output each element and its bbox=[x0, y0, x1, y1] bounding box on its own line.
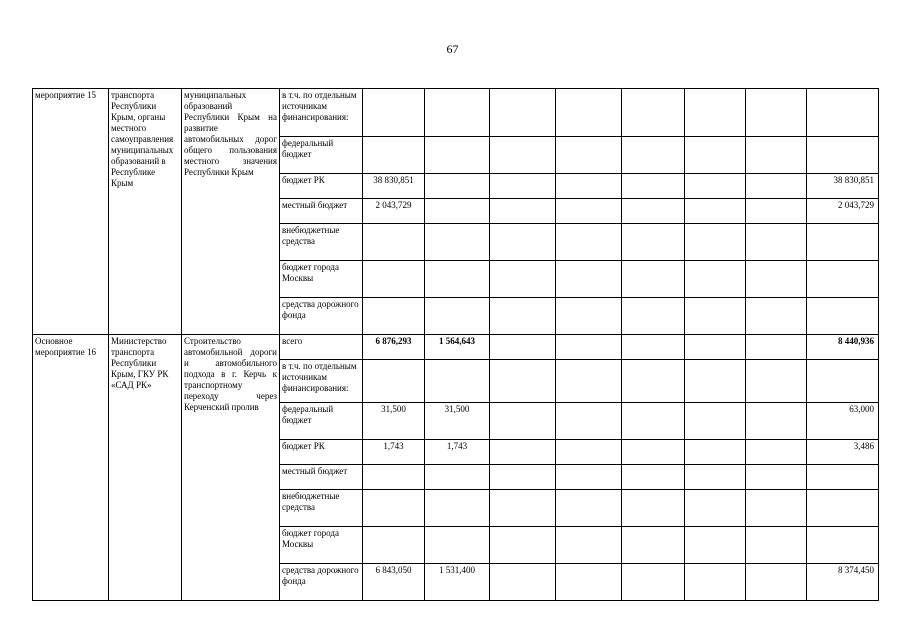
funding-source-cell: федеральный бюджет bbox=[280, 137, 363, 174]
total-cell: 38 830,851 bbox=[807, 174, 879, 199]
empty-cell bbox=[556, 490, 622, 527]
empty-cell bbox=[556, 174, 622, 199]
empty-cell bbox=[556, 360, 622, 403]
empty-cell bbox=[685, 137, 746, 174]
description-cell: муниципальных образований Республики Крым на развитие автомобильных дорог общего пользования местного значения Республики Крым bbox=[182, 89, 280, 335]
value-cell: 2 043,729 bbox=[363, 199, 425, 224]
empty-cell bbox=[556, 224, 622, 261]
value-cell: 38 830,851 bbox=[363, 174, 425, 199]
value-cell bbox=[363, 89, 425, 137]
page-number: 67 bbox=[446, 42, 459, 56]
value-cell: 1 564,643 bbox=[425, 335, 490, 360]
empty-cell bbox=[622, 490, 685, 527]
total-cell bbox=[807, 224, 879, 261]
empty-cell bbox=[685, 335, 746, 360]
funding-source-cell: местный бюджет bbox=[280, 465, 363, 490]
measure-name-cell: Основное мероприятие 16 bbox=[33, 335, 109, 601]
empty-cell bbox=[556, 527, 622, 564]
value-cell bbox=[363, 224, 425, 261]
empty-cell bbox=[685, 465, 746, 490]
empty-cell bbox=[746, 440, 807, 465]
funding-source-cell: внебюджетные средства bbox=[280, 224, 363, 261]
empty-cell bbox=[746, 137, 807, 174]
empty-cell bbox=[685, 298, 746, 335]
empty-cell bbox=[490, 199, 556, 224]
empty-cell bbox=[622, 360, 685, 403]
empty-cell bbox=[685, 174, 746, 199]
funding-source-cell: бюджет города Москвы bbox=[280, 527, 363, 564]
funding-source-cell: средства дорожного фонда bbox=[280, 564, 363, 601]
total-cell bbox=[807, 261, 879, 298]
funding-source-cell: внебюджетные средства bbox=[280, 490, 363, 527]
empty-cell bbox=[622, 89, 685, 137]
empty-cell bbox=[490, 465, 556, 490]
empty-cell bbox=[490, 490, 556, 527]
value-cell bbox=[363, 527, 425, 564]
value-cell bbox=[363, 298, 425, 335]
funding-source-cell: в т.ч. по отдельным источникам финансирования: bbox=[280, 360, 363, 403]
budget-table bbox=[32, 88, 879, 601]
empty-cell bbox=[490, 89, 556, 137]
empty-cell bbox=[622, 261, 685, 298]
empty-cell bbox=[556, 298, 622, 335]
empty-cell bbox=[556, 403, 622, 440]
empty-cell bbox=[490, 403, 556, 440]
funding-source-cell: в т.ч. по отдельным источникам финансирования: bbox=[280, 89, 363, 137]
value-cell bbox=[425, 224, 490, 261]
total-cell bbox=[807, 89, 879, 137]
value-cell bbox=[425, 527, 490, 564]
total-cell bbox=[807, 360, 879, 403]
empty-cell bbox=[556, 440, 622, 465]
funding-source-cell: бюджет РК bbox=[280, 174, 363, 199]
empty-cell bbox=[490, 137, 556, 174]
value-cell bbox=[363, 490, 425, 527]
total-cell: 8 440,936 bbox=[807, 335, 879, 360]
table-row bbox=[33, 335, 879, 360]
value-cell bbox=[363, 465, 425, 490]
empty-cell bbox=[746, 403, 807, 440]
value-cell bbox=[425, 174, 490, 199]
funding-source-cell: федеральный бюджет bbox=[280, 403, 363, 440]
total-cell bbox=[807, 465, 879, 490]
value-cell bbox=[425, 360, 490, 403]
empty-cell bbox=[746, 335, 807, 360]
empty-cell bbox=[490, 360, 556, 403]
empty-cell bbox=[556, 199, 622, 224]
empty-cell bbox=[490, 335, 556, 360]
empty-cell bbox=[490, 224, 556, 261]
empty-cell bbox=[746, 360, 807, 403]
funding-source-cell: всего bbox=[280, 335, 363, 360]
empty-cell bbox=[746, 298, 807, 335]
empty-cell bbox=[622, 199, 685, 224]
empty-cell bbox=[685, 360, 746, 403]
table-row bbox=[33, 89, 879, 137]
empty-cell bbox=[490, 298, 556, 335]
empty-cell bbox=[622, 224, 685, 261]
empty-cell bbox=[685, 490, 746, 527]
empty-cell bbox=[746, 465, 807, 490]
empty-cell bbox=[490, 261, 556, 298]
empty-cell bbox=[746, 89, 807, 137]
total-cell bbox=[807, 490, 879, 527]
empty-cell bbox=[746, 224, 807, 261]
empty-cell bbox=[746, 261, 807, 298]
empty-cell bbox=[746, 490, 807, 527]
empty-cell bbox=[685, 440, 746, 465]
empty-cell bbox=[685, 224, 746, 261]
empty-cell bbox=[556, 465, 622, 490]
value-cell bbox=[425, 298, 490, 335]
value-cell bbox=[425, 199, 490, 224]
total-cell: 2 043,729 bbox=[807, 199, 879, 224]
value-cell bbox=[425, 261, 490, 298]
empty-cell bbox=[685, 89, 746, 137]
value-cell: 1 531,400 bbox=[425, 564, 490, 601]
funding-source-cell: бюджет РК bbox=[280, 440, 363, 465]
empty-cell bbox=[622, 137, 685, 174]
total-cell: 63,000 bbox=[807, 403, 879, 440]
empty-cell bbox=[622, 465, 685, 490]
empty-cell bbox=[622, 335, 685, 360]
value-cell: 31,500 bbox=[363, 403, 425, 440]
empty-cell bbox=[490, 174, 556, 199]
value-cell bbox=[363, 261, 425, 298]
empty-cell bbox=[490, 564, 556, 601]
description-cell: Строительство автомобильной дороги и автомобильного подхода в г. Керчь к транспортному переходу через Керченский пролив bbox=[182, 335, 280, 601]
total-cell bbox=[807, 527, 879, 564]
empty-cell bbox=[556, 564, 622, 601]
value-cell bbox=[363, 137, 425, 174]
value-cell: 31,500 bbox=[425, 403, 490, 440]
value-cell bbox=[425, 89, 490, 137]
empty-cell bbox=[685, 527, 746, 564]
empty-cell bbox=[622, 174, 685, 199]
empty-cell bbox=[556, 335, 622, 360]
value-cell bbox=[425, 137, 490, 174]
value-cell: 1,743 bbox=[363, 440, 425, 465]
empty-cell bbox=[622, 298, 685, 335]
total-cell: 3,486 bbox=[807, 440, 879, 465]
total-cell bbox=[807, 137, 879, 174]
empty-cell bbox=[746, 564, 807, 601]
executor-cell: транспорта Республики Крым, органы местного самоуправления муниципальных образований в Республике Крым bbox=[109, 89, 182, 335]
value-cell bbox=[363, 360, 425, 403]
empty-cell bbox=[622, 564, 685, 601]
empty-cell bbox=[556, 261, 622, 298]
value-cell bbox=[425, 490, 490, 527]
empty-cell bbox=[490, 527, 556, 564]
empty-cell bbox=[685, 564, 746, 601]
funding-source-cell: бюджет города Москвы bbox=[280, 261, 363, 298]
value-cell: 6 876,293 bbox=[363, 335, 425, 360]
total-cell: 8 374,450 bbox=[807, 564, 879, 601]
funding-source-cell: местный бюджет bbox=[280, 199, 363, 224]
empty-cell bbox=[622, 403, 685, 440]
value-cell: 6 843,050 bbox=[363, 564, 425, 601]
measure-name-cell: мероприятие 15 bbox=[33, 89, 109, 335]
funding-source-cell: средства дорожного фонда bbox=[280, 298, 363, 335]
empty-cell bbox=[746, 527, 807, 564]
empty-cell bbox=[685, 199, 746, 224]
empty-cell bbox=[556, 89, 622, 137]
empty-cell bbox=[556, 137, 622, 174]
value-cell bbox=[425, 465, 490, 490]
value-cell: 1,743 bbox=[425, 440, 490, 465]
empty-cell bbox=[622, 527, 685, 564]
empty-cell bbox=[490, 440, 556, 465]
executor-cell: Министерство транспорта Республики Крым, ГКУ РК «САД РК» bbox=[109, 335, 182, 601]
total-cell bbox=[807, 298, 879, 335]
empty-cell bbox=[622, 440, 685, 465]
empty-cell bbox=[746, 199, 807, 224]
empty-cell bbox=[685, 261, 746, 298]
empty-cell bbox=[685, 403, 746, 440]
empty-cell bbox=[746, 174, 807, 199]
